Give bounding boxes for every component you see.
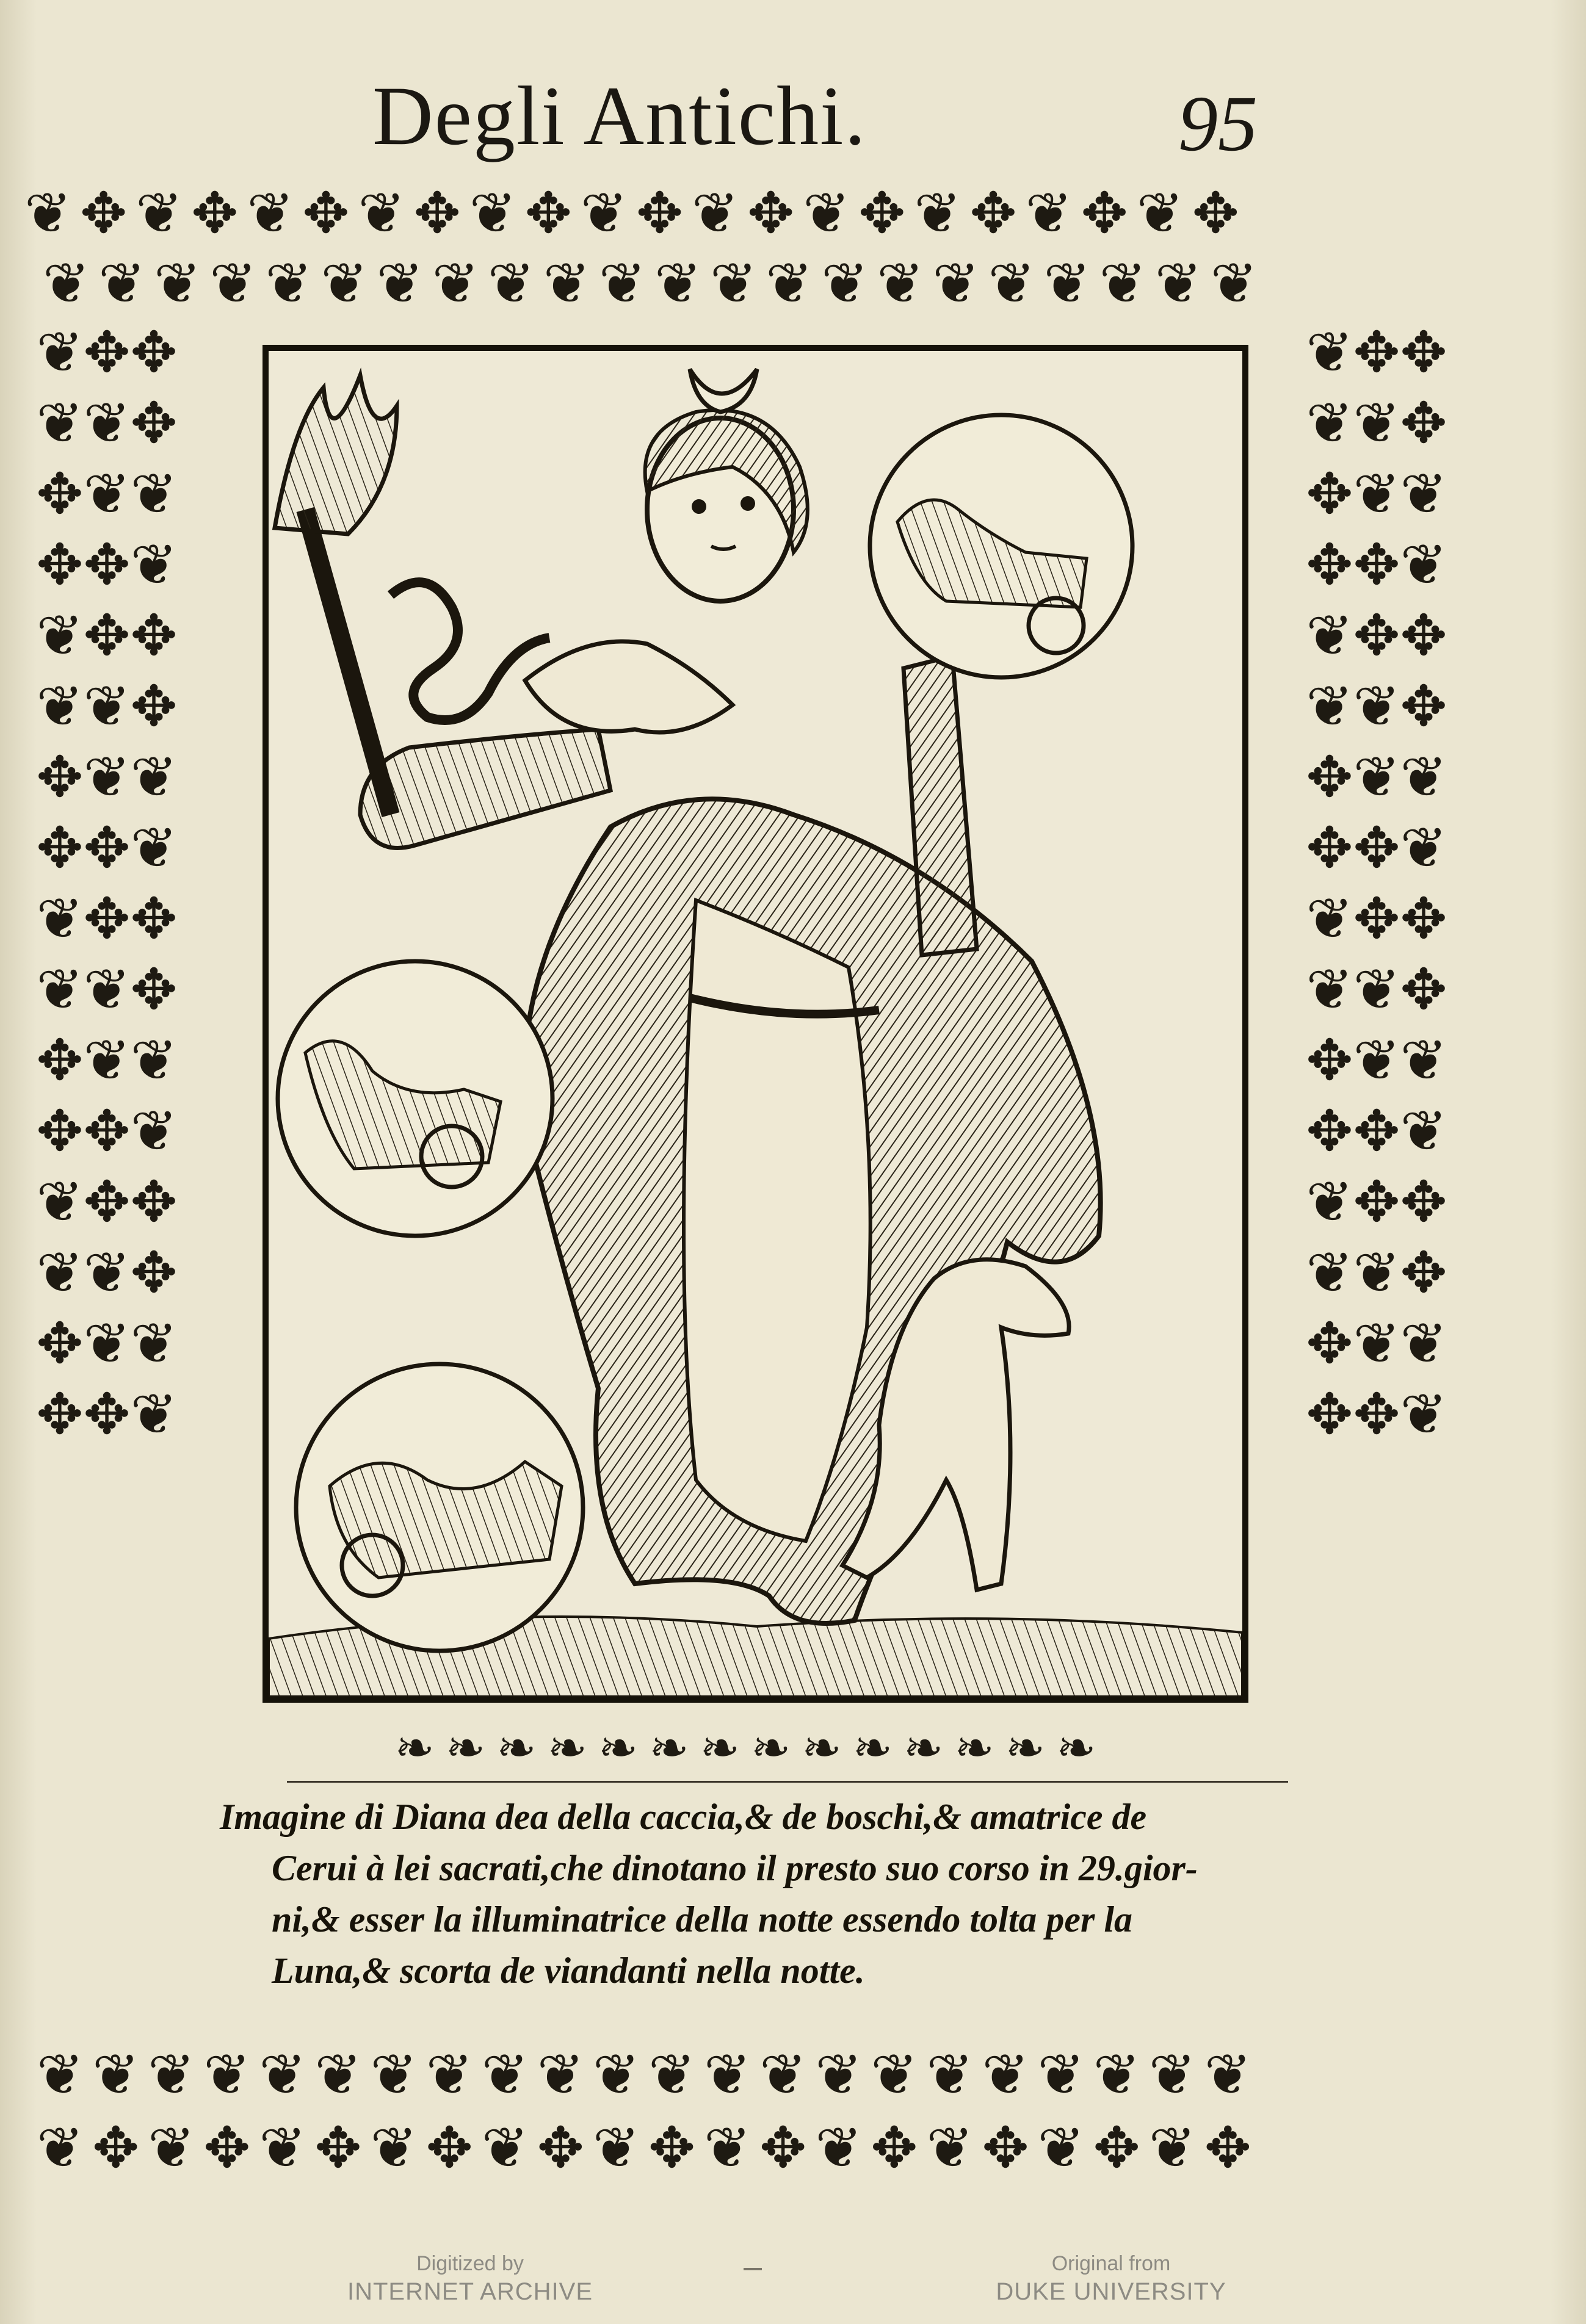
border-bottom-row-2: ❦✥❦✥❦✥❦✥❦✥❦✥❦✥❦✥❦✥❦✥❦✥ <box>37 2117 1260 2179</box>
caption-ornament-divider: ❧❧❧❧❧❧❧❧❧❧❧❧❧❧ <box>394 1722 1107 1775</box>
border-bottom-row-1: ❦❦❦❦❦❦❦❦❦❦❦❦❦❦❦❦❦❦❦❦❦❦ <box>37 2044 1260 2106</box>
illustration-caption <box>220 1791 1294 1996</box>
border-top-row-1: ❦✥❦✥❦✥❦✥❦✥❦✥❦✥❦✥❦✥❦✥❦✥ <box>24 182 1248 245</box>
snake <box>391 582 549 720</box>
original-from-label: Original from <box>1051 2252 1171 2275</box>
page-number: 95 <box>1178 80 1258 168</box>
border-top-row-2: ❦❦❦❦❦❦❦❦❦❦❦❦❦❦❦❦❦❦❦❦❦❦ <box>43 253 1266 315</box>
digitized-by-credit <box>342 2251 598 2307</box>
caption-line-4: Luna,& scorta de viandanti nella notte. <box>272 1951 865 1991</box>
torch-handle <box>305 510 391 815</box>
woodcut-illustration <box>263 345 1248 1703</box>
duke-university-label: DUKE UNIVERSITY <box>996 2278 1226 2305</box>
original-from-credit <box>983 2251 1239 2307</box>
footer-dash <box>744 2268 762 2270</box>
border-left-column: ❦✥✥❦❦✥✥❦❦✥✥❦❦✥✥❦❦✥✥❦❦✥✥❦❦✥✥❦❦✥✥❦❦✥✥❦❦✥✥❦❦✥✥❦❦✥✥❦ <box>36 322 178 1446</box>
caption-rule <box>287 1781 1288 1783</box>
caption-line-3: ni,& esser la illuminatrice della notte essendo tolta per la <box>272 1899 1133 1940</box>
snake-arm <box>525 641 733 732</box>
torch-arm <box>360 729 610 848</box>
internet-archive-label: INTERNET ARCHIVE <box>347 2278 593 2305</box>
diana-woodcut-drawing <box>269 351 1242 1697</box>
caption-line-1: Imagine di Diana dea della caccia,& de boschi,& amatrice de <box>220 1797 1147 1837</box>
border-right-column: ❦✥✥❦❦✥✥❦❦✥✥❦❦✥✥❦❦✥✥❦❦✥✥❦❦✥✥❦❦✥✥❦❦✥✥❦❦✥✥❦❦✥✥❦❦✥✥❦ <box>1306 322 1447 1446</box>
digitized-by-label: Digitized by <box>416 2252 524 2275</box>
torch-flame <box>275 375 397 534</box>
running-header: Degli Antichi. <box>372 69 867 162</box>
caption-line-2: Cerui à lei sacrati,che dinotano il presto suo corso in 29.gior- <box>272 1848 1198 1888</box>
crescent-moon <box>690 369 757 412</box>
